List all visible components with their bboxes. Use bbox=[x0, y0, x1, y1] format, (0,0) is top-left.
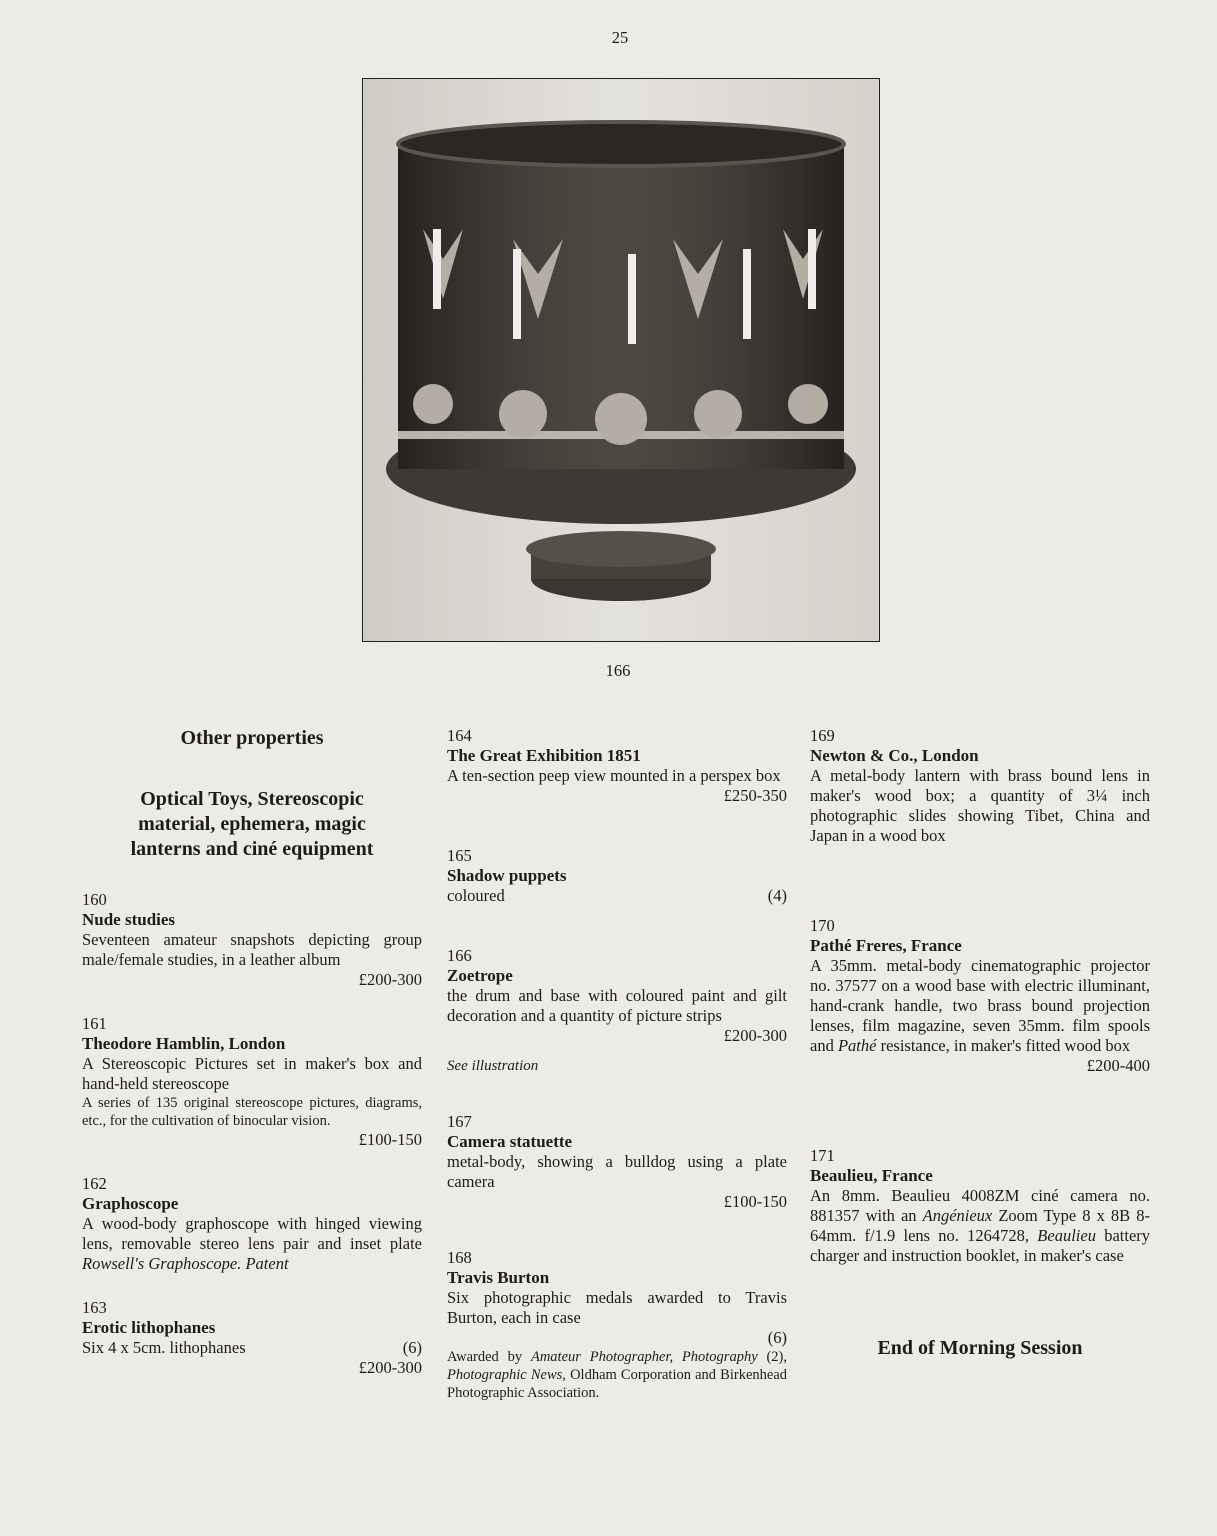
lot-title: Newton & Co., London bbox=[810, 746, 979, 765]
lot-description: A metal-body lantern with brass bound lens in maker's wood box; a quantity of 3¼ inch photographic slides showing Tibet, China and Japan in a wood box bbox=[810, 766, 1150, 845]
lot-170 bbox=[810, 916, 1150, 1076]
lot-title: Graphoscope bbox=[82, 1194, 179, 1213]
lot-165 bbox=[447, 846, 787, 906]
lot-number: 166 bbox=[447, 946, 472, 965]
category-heading: Optical Toys, Stereoscopic material, ephemera, magic lanterns and ciné equipment bbox=[130, 788, 374, 860]
lot-169 bbox=[810, 726, 1150, 846]
figure-caption: 166 bbox=[605, 661, 631, 680]
lot-note: A series of 135 original stereoscope pictures, diagrams, etc., for the cultivation of binocular vision. bbox=[82, 1095, 422, 1129]
lot-number: 170 bbox=[810, 916, 835, 935]
lot-description: An 8mm. Beaulieu 4008ZM ciné camera no. 881357 with an Angénieux Zoom Type 8 x 8B 8-64mm. f/1.9 lens no. 1264728, Beaulieu battery charger and instruction booklet, in maker's case bbox=[810, 1186, 1151, 1265]
lot-title: Shadow puppets bbox=[447, 866, 567, 885]
column-1-lots bbox=[82, 890, 422, 1378]
lot-number: 163 bbox=[82, 1298, 107, 1317]
lot-estimate: £100-150 bbox=[723, 1192, 787, 1211]
lot-description: A ten-section peep view mounted in a perspex box bbox=[447, 766, 781, 785]
lot-title: Erotic lithophanes bbox=[82, 1318, 216, 1337]
lot-166 bbox=[447, 946, 787, 1076]
lot-description: A 35mm. metal-body cinematographic projector no. 37577 on a wood base with electric illuminant, hand-crank handle, two brass bound projection lenses, film magazine, seven 35mm. film spools and Pathé resistance, in maker's fitted wood box bbox=[810, 956, 1150, 1055]
lot-title: The Great Exhibition 1851 bbox=[447, 746, 641, 765]
lot-description: metal-body, showing a bulldog using a plate camera bbox=[447, 1152, 787, 1191]
lot-description: A Stereoscopic Pictures set in maker's box and hand-held stereoscope bbox=[82, 1054, 422, 1093]
lot-description: coloured bbox=[447, 886, 505, 905]
lot-163 bbox=[82, 1298, 422, 1378]
lot-quantity: (6) bbox=[767, 1328, 787, 1347]
lot-161 bbox=[82, 1014, 422, 1150]
lot-160 bbox=[82, 890, 422, 990]
lot-description: the drum and base with coloured paint and gilt decoration and a quantity of picture strips bbox=[447, 986, 787, 1025]
lot-title: Beaulieu, France bbox=[810, 1166, 933, 1185]
lot-168 bbox=[447, 1248, 787, 1402]
lot-number: 162 bbox=[82, 1174, 107, 1193]
lot-estimate: £250-350 bbox=[723, 786, 787, 805]
lot-description: Seventeen amateur snapshots depicting group male/female studies, in a leather album bbox=[82, 930, 422, 969]
lot-number: 165 bbox=[447, 846, 472, 865]
zoetrope-photo bbox=[362, 78, 880, 642]
see-illustration-note: See illustration bbox=[447, 1058, 539, 1074]
end-of-session-heading: End of Morning Session bbox=[877, 1337, 1083, 1359]
column-2 bbox=[447, 726, 787, 1402]
page-number: 25 bbox=[611, 28, 629, 47]
lot-description: A wood-body graphoscope with hinged viewing lens, removable stereo lens pair and inset plate Rowsell's Graphoscope. Patent bbox=[82, 1214, 422, 1273]
lot-167 bbox=[447, 1112, 787, 1212]
lot-note: Awarded by Amateur Photographer, Photography (2), Photographic News, Oldham Corporation and Birkenhead Photographic Association. bbox=[447, 1349, 788, 1401]
lot-title: Travis Burton bbox=[447, 1268, 550, 1287]
lot-estimate: £100-150 bbox=[358, 1130, 422, 1149]
lot-number: 171 bbox=[810, 1146, 835, 1165]
lot-title: Pathé Freres, France bbox=[810, 936, 962, 955]
lot-164 bbox=[447, 726, 787, 806]
lot-title: Camera statuette bbox=[447, 1132, 573, 1151]
lot-estimate: £200-300 bbox=[358, 970, 422, 989]
lot-description: Six photographic medals awarded to Travis Burton, each in case bbox=[447, 1288, 787, 1327]
lot-estimate: £200-400 bbox=[1086, 1056, 1150, 1075]
zoetrope-image bbox=[363, 79, 879, 641]
lot-description: Six 4 x 5cm. lithophanes bbox=[82, 1338, 246, 1357]
lot-number: 167 bbox=[447, 1112, 472, 1131]
lot-title: Theodore Hamblin, London bbox=[82, 1034, 286, 1053]
section-heading: Other properties bbox=[180, 727, 324, 749]
lot-number: 160 bbox=[82, 890, 107, 909]
lot-title: Nude studies bbox=[82, 910, 176, 929]
lot-162 bbox=[82, 1174, 422, 1274]
lot-quantity: (4) bbox=[767, 886, 787, 905]
column-3 bbox=[810, 726, 1150, 1361]
column-1 bbox=[82, 726, 422, 1378]
lot-number: 164 bbox=[447, 726, 472, 745]
lot-quantity: (6) bbox=[402, 1338, 422, 1357]
lot-171 bbox=[810, 1146, 1150, 1266]
lot-number: 168 bbox=[447, 1248, 472, 1267]
lot-title: Zoetrope bbox=[447, 966, 513, 985]
lot-number: 169 bbox=[810, 726, 835, 745]
lot-estimate: £200-300 bbox=[358, 1358, 422, 1377]
lot-estimate: £200-300 bbox=[723, 1026, 787, 1045]
lot-number: 161 bbox=[82, 1014, 107, 1033]
